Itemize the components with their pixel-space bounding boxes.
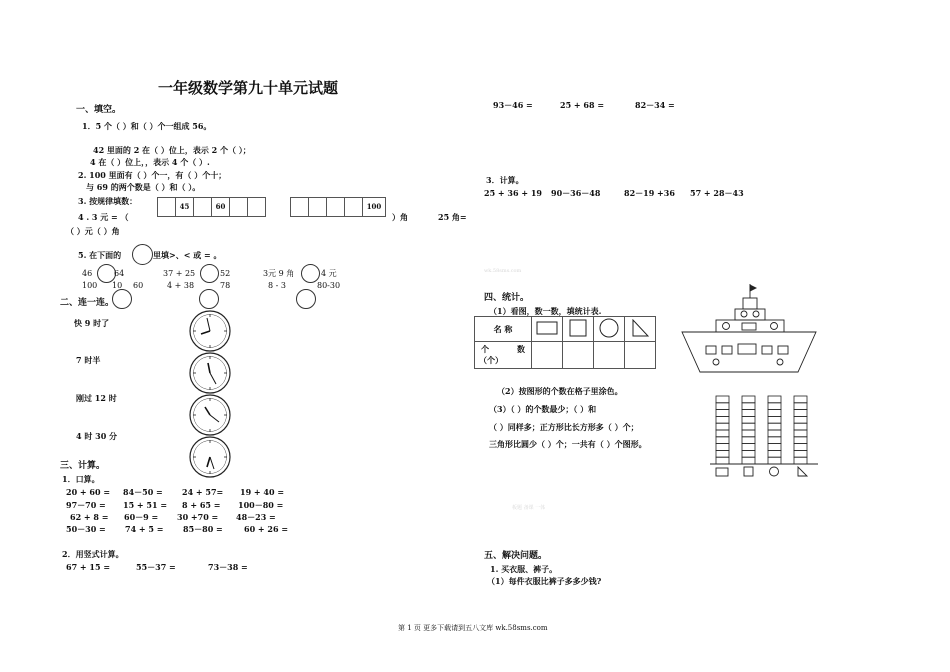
- seq-cell: 45: [176, 198, 194, 216]
- compare-b4: 4 + 38: [167, 281, 195, 290]
- vertical-item: 73－38 =: [208, 562, 248, 572]
- rectangle-icon: [536, 321, 558, 335]
- match-item-4[interactable]: 4 时 30 分: [76, 431, 118, 441]
- page-title: 一年级数学第九十单元试题: [158, 79, 339, 97]
- grid-cell[interactable]: [768, 416, 781, 423]
- stats-q3a: （3）（ ）的个数最少；（ ）和: [489, 404, 597, 414]
- calc-item: 19 + 40 =: [240, 487, 285, 497]
- fill-q1c: 4 在（ ）位上，，表示 4 个（ ）.: [90, 157, 210, 167]
- stats-table: [474, 316, 656, 369]
- calc-item: 50－30 =: [66, 524, 106, 534]
- grid-cell[interactable]: [768, 444, 781, 451]
- compare-a4: 10: [112, 281, 123, 290]
- compare-a3: 100: [82, 281, 98, 290]
- compare-circle[interactable]: [132, 244, 153, 265]
- stats-triangle-cell: [625, 317, 656, 342]
- calc-item: 97－70 =: [66, 500, 106, 510]
- fill-q3: 3. 按规律填数：: [78, 196, 138, 206]
- square-icon: [569, 319, 587, 337]
- stats-q3b: （ ）同样多；正方形比长方形多（ ）个；: [489, 422, 639, 432]
- grid-cell[interactable]: [794, 423, 807, 430]
- grid-cell[interactable]: [716, 416, 729, 423]
- grid-cell[interactable]: [742, 410, 755, 417]
- mixed-calc: 82－19 +36: [624, 188, 675, 198]
- count-label-1: 个: [481, 344, 489, 354]
- grid-cell[interactable]: [794, 450, 807, 457]
- seq-cell[interactable]: [230, 198, 248, 216]
- grid-cell[interactable]: [794, 416, 807, 423]
- seq-cell[interactable]: [291, 198, 309, 216]
- compare-c1: 3元 9 角: [263, 269, 295, 278]
- right-calc: 93－46 =: [493, 100, 533, 110]
- problem-q1a: （1）每件衣服比裤子多多少钱?: [487, 576, 602, 586]
- fill-q4c: 25 角=: [438, 212, 467, 222]
- mixed-calc: 25 + 36 + 19: [484, 188, 542, 198]
- grid-cell[interactable]: [716, 444, 729, 451]
- calc-item: 62 + 8 =: [70, 512, 109, 522]
- ship-shapes-figure: [680, 282, 818, 374]
- grid-cell[interactable]: [794, 410, 807, 417]
- count-label-3: （个）: [479, 355, 503, 365]
- stats-count-label: [475, 342, 532, 369]
- compare-circle[interactable]: [296, 289, 316, 309]
- stats-input-cell[interactable]: [532, 342, 563, 369]
- section-1-heading: 一、填空。: [76, 105, 122, 115]
- calc-item: 15 + 51 =: [123, 500, 168, 510]
- clock-faces[interactable]: [188, 308, 232, 480]
- section-4-heading: 四、统计。: [484, 293, 530, 303]
- fill-q4a: 4 . 3 元 = （: [78, 212, 129, 222]
- grid-cell[interactable]: [742, 396, 755, 403]
- vertical-item: 55－37 =: [136, 562, 176, 572]
- stats-q3c: 三角形比圆少（ ）个；一共有（ ）个图形。: [489, 439, 647, 449]
- compare-circle[interactable]: [112, 289, 132, 309]
- grid-cell[interactable]: [794, 403, 807, 410]
- stats-name-label: 名 称: [475, 317, 532, 342]
- sequence-boxes-2: [290, 197, 386, 217]
- seq-cell[interactable]: [327, 198, 345, 216]
- calc-item: 8 + 65 =: [182, 500, 221, 510]
- stats-circle-cell: [594, 317, 625, 342]
- grid-cell[interactable]: [716, 403, 729, 410]
- fill-q4d: （ ）元（ ）角: [66, 226, 120, 236]
- calc-item: 20 + 60 =: [66, 487, 111, 497]
- compare-circle[interactable]: [199, 289, 219, 309]
- compare-circle[interactable]: [200, 264, 219, 283]
- compare-b5: 78: [220, 281, 231, 290]
- grid-cell[interactable]: [716, 430, 729, 437]
- seq-cell[interactable]: [309, 198, 327, 216]
- section-3-heading: 三、计算。: [60, 461, 106, 471]
- grid-cell[interactable]: [742, 416, 755, 423]
- compare-c3: 8 - 3: [268, 281, 286, 290]
- page-footer: 第 1 页 更多下载请到五八文库 wk.58sms.com: [398, 624, 548, 632]
- fill-q1: 1．5 个（ ）和（ ）个一组成 56。: [82, 121, 212, 131]
- grid-cell[interactable]: [742, 437, 755, 444]
- seq-cell[interactable]: [248, 198, 265, 216]
- vertical-calc-title: 2．用竖式计算。: [62, 549, 124, 559]
- section-5-heading: 五、解决问题。: [484, 551, 548, 561]
- count-label-2: 数: [517, 344, 525, 354]
- seq-cell: 100: [366, 202, 382, 211]
- stats-input-cell[interactable]: [563, 342, 594, 369]
- grid-cell[interactable]: [742, 444, 755, 451]
- section-2-heading: 二、连一连。: [60, 298, 115, 308]
- grid-cell[interactable]: [742, 430, 755, 437]
- calc-item: 30 +70 =: [177, 512, 219, 522]
- calc-item: 60－9 =: [124, 512, 159, 522]
- grid-cell[interactable]: [768, 457, 781, 464]
- stats-q2: （2）按图形的个数在格子里涂色。: [497, 386, 623, 396]
- grid-cell[interactable]: [768, 437, 781, 444]
- fill-q2: 2. 100 里面有（ ）个一，有（ ）个十；: [78, 170, 227, 180]
- grid-cell[interactable]: [768, 430, 781, 437]
- match-item-3[interactable]: 刚过 12 时: [76, 393, 117, 403]
- compare-b2: 52: [220, 269, 231, 278]
- compare-b3: 60: [133, 281, 144, 290]
- grid-cell[interactable]: [768, 423, 781, 430]
- grid-cell[interactable]: [716, 437, 729, 444]
- calc-item: 74 + 5 =: [125, 524, 164, 534]
- fill-q2b: 与 69 的两个数是（ ）和（ ）。: [86, 182, 201, 192]
- oral-calc-title: 1．口算。: [62, 474, 100, 484]
- watermark: wk.58sms.com: [484, 268, 522, 274]
- grid-cell[interactable]: [742, 450, 755, 457]
- triangle-icon: [631, 319, 649, 337]
- vertical-item: 67 + 15 =: [66, 562, 111, 572]
- stats-rect-cell: [532, 317, 563, 342]
- stats-input-cell[interactable]: [594, 342, 625, 369]
- fill-q1b: 42 里面的 2 在（ ）位上，表示 2 个（ ）；: [93, 145, 251, 155]
- grid-cell[interactable]: [768, 450, 781, 457]
- grid-cell[interactable]: [742, 403, 755, 410]
- calc-item: 48－23 =: [236, 512, 276, 522]
- match-item-1[interactable]: 快 9 时了: [74, 318, 110, 328]
- calc-item: 100－80 =: [238, 500, 284, 510]
- stats-square-cell: [563, 317, 594, 342]
- sequence-boxes-1: [157, 197, 266, 217]
- calc-item: 84－50 =: [123, 487, 163, 497]
- bar-grid-figure: [710, 394, 820, 478]
- calc-3-title: 3．计算。: [486, 175, 524, 185]
- fill-q5: 5. 在下面的: [78, 250, 122, 260]
- grid-cell[interactable]: [794, 444, 807, 451]
- fill-q4b: ）角: [392, 212, 408, 222]
- grid-cell[interactable]: [794, 437, 807, 444]
- watermark: 板题 备课 一体: [512, 505, 546, 511]
- mixed-calc: 57 + 28－43: [690, 188, 744, 198]
- calc-item: 60 + 26 =: [244, 524, 289, 534]
- compare-c4: 80-30: [317, 281, 341, 290]
- seq-cell: 60: [212, 198, 230, 216]
- grid-cell[interactable]: [794, 430, 807, 437]
- grid-cell[interactable]: [716, 423, 729, 430]
- calc-item: 24 + 57=: [182, 487, 224, 497]
- calc-item: 85－80 =: [183, 524, 223, 534]
- grid-cell[interactable]: [768, 403, 781, 410]
- grid-cell[interactable]: [716, 450, 729, 457]
- seq-cell[interactable]: [158, 198, 176, 216]
- compare-c2: 4 元: [321, 269, 337, 278]
- compare-a1: 46: [82, 269, 93, 278]
- stats-input-cell[interactable]: [625, 342, 656, 369]
- grid-cell[interactable]: [716, 396, 729, 403]
- grid-cell[interactable]: [742, 423, 755, 430]
- right-calc: 82－34 =: [635, 100, 675, 110]
- grid-cell[interactable]: [716, 457, 729, 464]
- match-item-2[interactable]: 7 时半: [76, 355, 101, 365]
- grid-cell[interactable]: [794, 457, 807, 464]
- right-calc: 25 + 68 =: [560, 100, 605, 110]
- seq-cell[interactable]: [345, 198, 363, 216]
- fill-q5b: 里填>、< 或 = 。: [153, 250, 222, 260]
- mixed-calc: 90－36－48: [551, 188, 601, 198]
- grid-cell[interactable]: [768, 410, 781, 417]
- stats-q1: （1）看图，数一数，填统计表.: [489, 306, 602, 316]
- grid-cell[interactable]: [768, 396, 781, 403]
- grid-cell[interactable]: [716, 410, 729, 417]
- grid-cell[interactable]: [794, 396, 807, 403]
- grid-cell[interactable]: [742, 457, 755, 464]
- compare-b1: 37 + 25: [163, 269, 196, 278]
- problem-q1: 1. 买衣服、裤子。: [490, 564, 558, 574]
- seq-cell[interactable]: [194, 198, 212, 216]
- compare-a2: 64: [114, 269, 125, 278]
- circle-icon: [599, 318, 619, 338]
